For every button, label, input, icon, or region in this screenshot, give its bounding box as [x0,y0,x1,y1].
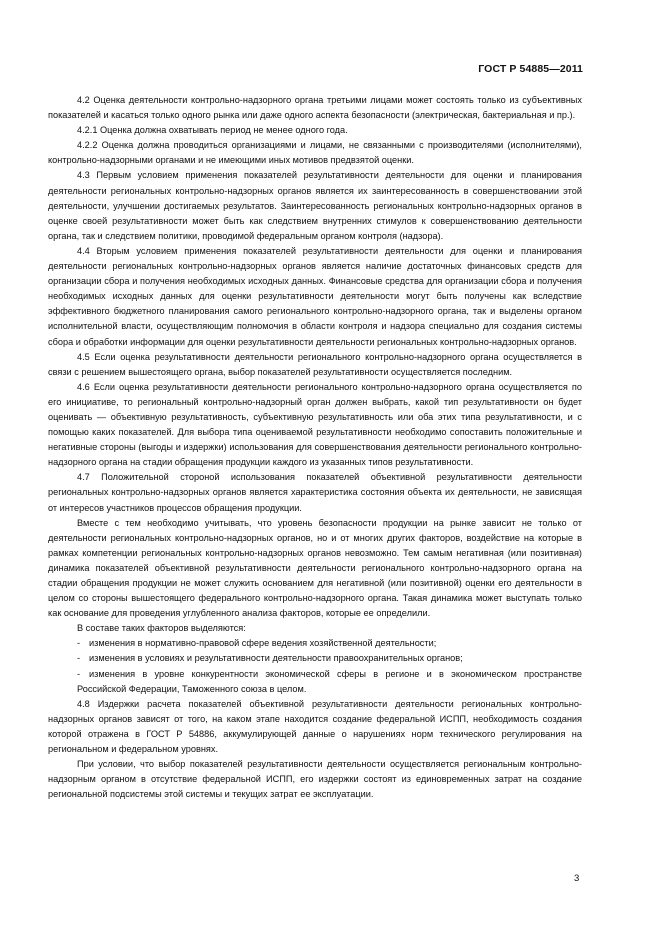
paragraph-4-7: 4.7 Положительной стороной использования показателей объективной результативности деятельности региональных контрольно-надзорных органов является характеристика состояния объекта их деятельности, не зависящая от интересов участников процессов обращения продукции. [48,472,582,513]
paragraph-4-8: 4.8 Издержки расчета показателей объективной результативности деятельности региональных контрольно-надзорных органов зависят от того, на каком этапе находится создание федеральной ИСПП, необходимость создания которой отражена в ГОСТ Р 54886, аккумулирующей данные о нарушениях норм технического регулирования на региональном и федеральном уровнях. [48,698,582,755]
paragraph-4-4: 4.4 Вторым условием применения показателей результативности деятельности для оценки и планирования деятельности региональных контрольно-надзорных органов является наличие достаточных финансовых средств для организации сбора и получения необходимых исходных данных. Финансовые средства для организации сбора и получения необходимых исходных данных для оценки результативности деятельности могут быть получены как вследствие эффективного бюджетного планирования самого регионального контрольно-надзорного органа, так и выделены органом исполнительной власти, осуществляющим полномочия в области контроля и надзора специально для создания системы сбора и обработки информации для оценки результативности деятельности региональных контрольно-надзорных органов. [48,245,582,347]
paragraph-4-6: 4.6 Если оценка результативности деятельности регионального контрольно-надзорного органа осуществляется по его инициативе, то региональный контрольно-надзорный орган должен выбрать, какой тип результативности он будет оценивать — объективную результативность, субъективную результативность или оба этих типа результативности, и с помощью каких показателей. Для выбора типа оцениваемой результативности необходимо сопоставить положительные и негативные стороны (выгоды и издержки) использования для совершенствования деятельности регионального контрольно-надзорного органа на стадии обращения продукции каждого из указанных типов результативности. [48,381,582,468]
paragraph-4-7-continued: Вместе с тем необходимо учитывать, что уровень безопасности продукции на рынке зависит не только от деятельности региональных контрольно-надзорных органов, но и от многих других факторов, воздействие на которые в рамках компетенции региональных контрольно-надзорных органов невозможно. Тем самым негативная (или позитивная) динамика показателей объективной результативности деятельности регионального контрольно-надзорного органа на стадии обращения продукции не может служить основанием для негативной (или позитивной) оценки его деятельности в целом со стороны вышестоящего федерального контрольно-надзорного органа. Такая динамика может выступать только как основание для проведения углубленного анализа факторов, которые ее определили. [48,517,582,619]
paragraph-4-8-continued: При условии, что выбор показателей результативности деятельности осуществляется региональным контрольно-надзорным органом в отсутствие федеральной ИСПП, его издержки состоят из единовременных затрат на создание региональной подсистемы этой системы и текущих затрат ее эксплуатации. [48,759,582,800]
list-item-text: изменения в нормативно-правовой сфере ведения хозяйственной деятельности; [89,638,437,649]
factors-intro: В составе таких факторов выделяются: [77,623,246,634]
list-item-text: изменения в уровне конкурентности экономической сферы в регионе и в экономическом пространстве Российской Федерации, Таможенного союза в целом. [77,668,582,694]
list-marker: - [77,638,81,649]
list-item [48,636,582,651]
paragraph-4-2: 4.2 Оценка деятельности контрольно-надзорного органа третьими лицами может состоять только из субъективных показателей и касаться только одного рынка или даже одного аспекта безопасности (электрическая, бактериальная и пр.). [48,95,582,121]
page-number: 3 [574,873,580,884]
list-item [48,651,582,666]
paragraph-4-5: 4.5 Если оценка результативности деятельности регионального контрольно-надзорного органа осуществляется в связи с решением вышестоящего органа, выбор показателей результативности осуществляется последним. [48,351,582,377]
document-body [48,93,582,802]
list-item [48,667,582,697]
standard-header: ГОСТ Р 54885—2011 [478,63,583,75]
paragraph-4-2-2: 4.2.2 Оценка должна проводиться организациями и лицами, не связанными с производителями (исполнителями), контрольно-надзорными органами и не имеющими иных мотивов предвзятой оценки. [48,140,582,166]
list-marker: - [77,653,81,664]
paragraph-4-2-1: 4.2.1 Оценка должна охватывать период не менее одного года. [77,125,348,136]
paragraph-4-3: 4.3 Первым условием применения показателей результативности деятельности для оценки и планирования деятельности региональных контрольно-надзорных органов является их заинтересованность в совершенствовании этой деятельности, улучшении достигаемых результатов. Заинтересованность региональных контрольно-надзорных органов в оценке своей результативности может быть как следствием внутренних стимулов к совершенствованию деятельности органа, так и следствием политики, проводимой федеральным органом контроля (надзора). [48,170,582,241]
list-marker: - [77,668,81,679]
list-item-text: изменения в условиях и результативности деятельности правоохранительных органов; [89,653,463,664]
